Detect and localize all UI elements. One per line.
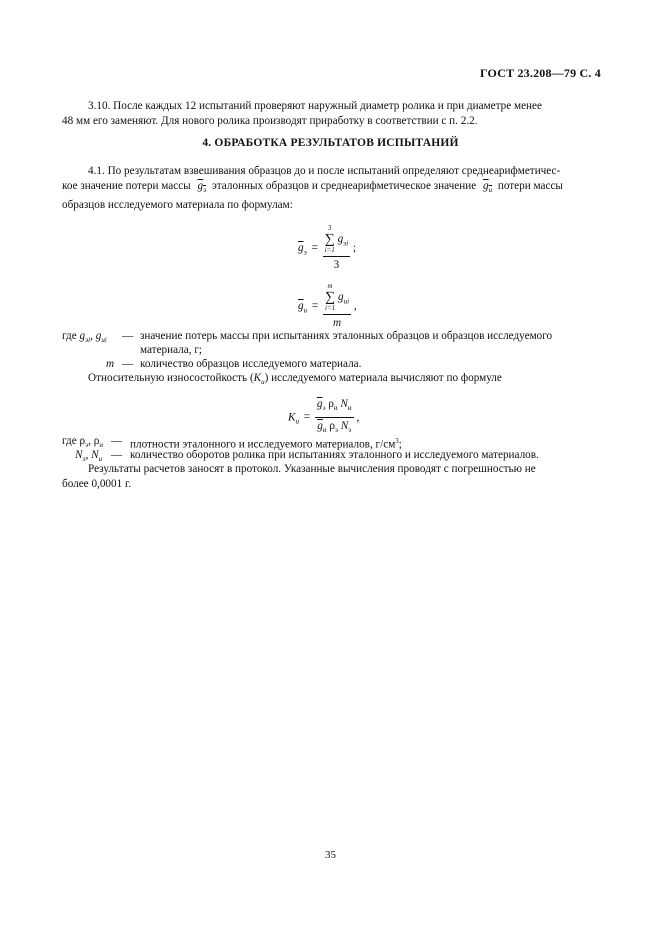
legend-description: количество образцов исследуемого материала.: [140, 358, 362, 370]
paragraph-4-1: [62, 164, 600, 213]
text-fragment: эталонных образцов и среднеарифметическое значение: [211, 180, 477, 192]
dash: —: [122, 330, 134, 342]
dash: —: [111, 435, 123, 447]
paragraph-relative-wear: Относительную износостойкость $(K_и)$ исследуемого материала вычисляют по формуле: [88, 372, 502, 387]
section-title: 4. ОБРАБОТКА РЕЗУЛЬТАТОВ ИСПЫТАНИЙ: [202, 137, 459, 149]
fraction: $\frac{\overline{g}_э \rho_и N_и}{\overline{g}_и \rho_э N_э}$: [316, 398, 352, 435]
legend-block-1: где $g_{эi}$, $g_{иi}$: [62, 330, 107, 345]
legend-description: материала, г;: [140, 344, 203, 356]
paragraph-line: образцов исследуемого материала по формулам:: [62, 199, 293, 212]
document-header: ГОСТ 23.208—79 С. 4: [480, 66, 601, 80]
legend-description: значение потерь массы при испытаниях эталонных образцов и образцов исследуемого: [140, 330, 553, 342]
legend-description: плотности эталонного и исследуемого материалов, $г/см^3$;: [130, 437, 402, 451]
paragraph-line: 48 мм его заменяют. Для нового ролика производят приработку в соответствии с п. 2.2.: [62, 115, 478, 127]
legend-block-2: где $\rho_э$, $\rho_и$: [62, 435, 104, 450]
page-number: 35: [325, 849, 336, 861]
text-fragment: потери массы: [497, 180, 563, 192]
formula-g-i: $\overline{g}_и$ = m ∑ i=1 $g_{иi}$ m ,: [298, 282, 357, 329]
paragraph-results: [62, 462, 600, 492]
paragraph-line: Результаты расчетов заносят в протокол. Указанные вычисления проводят с погрешностью не: [88, 463, 536, 475]
paragraph-3-10: [62, 99, 600, 129]
formula-g-e: $\overline{g}_э$ = 3 ∑ i=1 $g_{эi}$ 3 ;: [298, 224, 357, 271]
text-fragment: кое значение потери массы: [62, 180, 191, 192]
paragraph-line: 4.1. По результатам взвешивания образцов до и после испытаний определяют среднеарифметичес-: [88, 165, 561, 177]
dash: —: [111, 449, 123, 461]
dash: —: [122, 358, 134, 370]
paragraph-line: 3.10. После каждых 12 испытаний проверяют наружный диаметр ролика и при диаметре менее: [88, 100, 542, 112]
legend-symbols-n: $N_э$, $N_и$: [75, 449, 103, 464]
paragraph-line: [62, 179, 600, 198]
symbol-g-i: $g_и$: [482, 180, 493, 195]
paragraph-line: более 0,0001 г.: [62, 478, 132, 490]
formula-k-i: $K_и$ = $\frac{\overline{g}_э \rho_и N_и}{\overline{g}_и \rho_э N_э}$ ,: [288, 397, 359, 438]
legend-symbol: m: [106, 358, 115, 370]
symbol-g-e: $g_э$: [197, 180, 207, 195]
fraction: m ∑ i=1 $g_{иi}$ m: [325, 282, 350, 329]
legend-description: количество оборотов ролика при испытаниях эталонного и исследуемого материалов.: [130, 449, 539, 461]
fraction: 3 ∑ i=1 $g_{эi}$ 3: [324, 224, 349, 271]
